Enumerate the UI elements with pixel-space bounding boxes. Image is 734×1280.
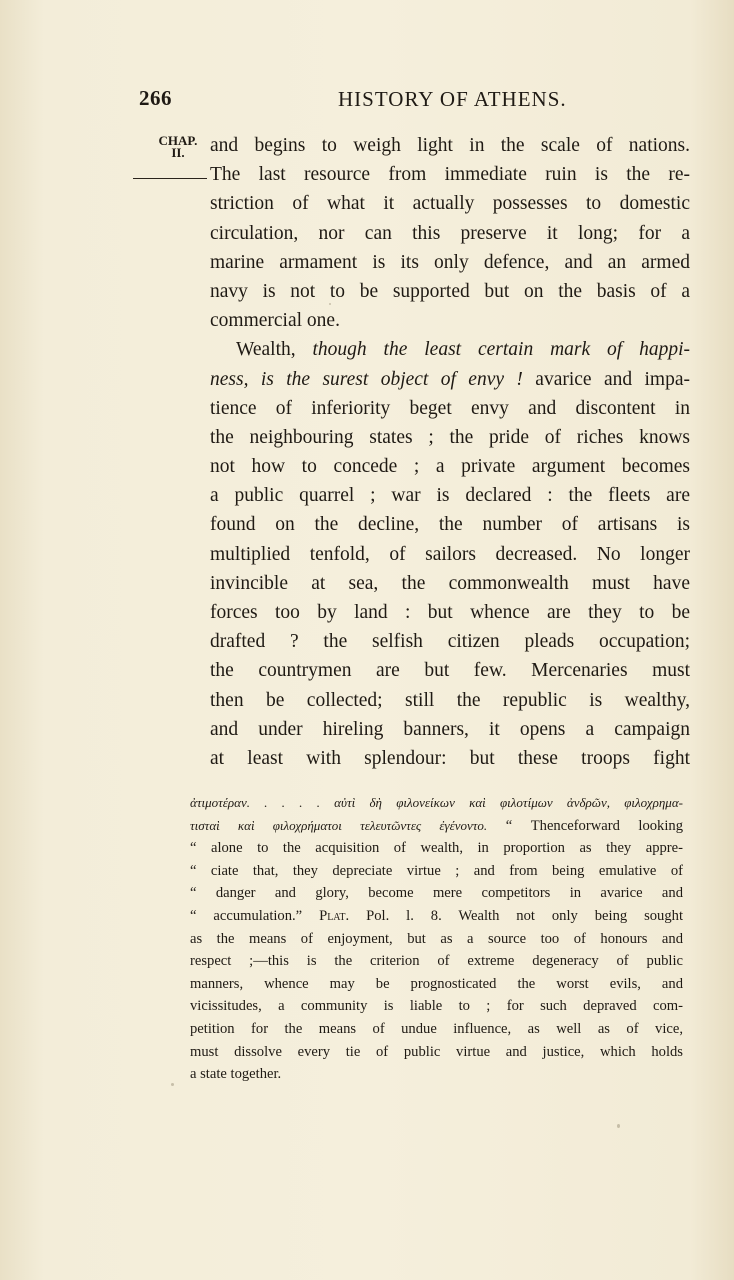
footnote-text: vicissitudes, a community is liable to ; for such depraved com- [190, 998, 683, 1015]
page-header [0, 86, 734, 118]
footnote-line [190, 905, 683, 928]
chapter-rule [133, 178, 207, 179]
line-text: and begins to weigh light in the scale of nations. [210, 135, 690, 156]
footnote-line [190, 995, 683, 1018]
line-text: striction of what it actually possesses to domestic [210, 193, 690, 215]
footnote-text: “ ciate that, they depreciate virtue ; and from being emulative of [190, 862, 683, 879]
line-text: drafted ? the selfish citizen pleads occupation; [210, 631, 690, 653]
italic-text: ness, is the surest object of envy ! [210, 368, 523, 390]
italic-text: though the least certain mark of happi- [312, 339, 690, 361]
body-text [210, 131, 690, 773]
line-text: the neighbouring states ; the pride of riches knows [210, 426, 690, 448]
footnote-text: Pol. l. 8. Wealth not only being sought [349, 907, 683, 924]
footnote-text: “ danger and glory, become mere competitors in avarice and [190, 885, 683, 902]
footnote-line [190, 1018, 683, 1041]
text-line [210, 189, 690, 218]
text-line [210, 394, 690, 423]
citation-author: Plat. [319, 907, 350, 924]
line-text: marine armament is its only defence, and an armed [210, 251, 690, 273]
page-number: 266 [139, 86, 172, 110]
chapter-number: II. [171, 145, 185, 160]
footnote-block [190, 792, 683, 1086]
text-line [210, 335, 690, 364]
text-line [210, 248, 690, 277]
line-text: the countrymen are but few. Mercenaries must [210, 660, 690, 682]
footnote-text: “ alone to the acquisition of wealth, in proportion as they appre- [190, 840, 683, 857]
footnote-line [190, 860, 683, 883]
line-text: The last resource from immediate ruin is the re- [210, 164, 690, 186]
text-line [210, 540, 690, 569]
line-text: found on the decline, the number of artisans is [210, 514, 690, 536]
footnote-line [190, 950, 683, 973]
footnote-line [190, 973, 683, 996]
greek-quote: ἀτιμοτέραν. . . . . αὐτὶ δὴ φιλονείκων καὶ φιλοτίμων ἀνδρῶν, φιλοχρημα- [190, 795, 683, 810]
paper-speck [329, 303, 331, 305]
text-line [210, 656, 690, 685]
text-line [210, 686, 690, 715]
text-line [210, 365, 690, 394]
footnote-text: petition for the means of undue influence, as well as of vice, [190, 1020, 683, 1037]
footnote-text: a state together. [190, 1066, 282, 1083]
text-line [210, 306, 690, 335]
text-line [210, 277, 690, 306]
text-line [210, 219, 690, 248]
text-line [210, 131, 690, 160]
chapter-label: CHAP. [158, 133, 198, 148]
footnote-text: must dissolve every tie of public virtue and justice, which holds [190, 1043, 683, 1060]
line-text: circulation, nor can this preserve it long; for a [210, 222, 690, 244]
line-text: then be collected; still the republic is wealthy, [210, 689, 690, 711]
footnote-text: respect ;—this is the criterion of extreme degeneracy of public [190, 953, 683, 970]
line-text: at least with splendour: but these troops fight [210, 747, 690, 769]
text-line [210, 452, 690, 481]
footnote-line [190, 1063, 683, 1086]
text-line [210, 598, 690, 627]
footnote-line [190, 837, 683, 860]
line-text: Wealth, [236, 339, 313, 361]
line-text: commercial one. [210, 310, 340, 332]
text-line [210, 627, 690, 656]
paper-speck [617, 1124, 620, 1128]
text-line [210, 744, 690, 773]
footnote-line [190, 882, 683, 905]
text-line [210, 715, 690, 744]
greek-quote: τισταὶ καὶ φιλοχρήματοι τελευτῶντες ἐγένοντο. [190, 817, 488, 833]
text-line [210, 423, 690, 452]
line-text: and under hireling banners, it opens a campaign [210, 718, 690, 740]
line-text: not how to concede ; a private argument becomes [210, 456, 690, 478]
footnote-line [190, 792, 683, 815]
footnote-line [190, 928, 683, 951]
text-line [210, 569, 690, 598]
text-line [210, 481, 690, 510]
line-text: forces too by land : but whence are they to be [210, 602, 690, 623]
footnote-line [190, 1041, 683, 1064]
footnote-line [190, 815, 683, 838]
chapter-marker [148, 135, 208, 159]
text-line [210, 510, 690, 539]
paper-speck [171, 1083, 174, 1086]
line-text: avarice and impa- [522, 368, 690, 390]
line-text: a public quarrel ; war is declared : the fleets are [210, 485, 690, 507]
footnote-text: manners, whence may be prognosticated the worst evils, and [190, 975, 683, 992]
line-text: multiplied tenfold, of sailors decreased. No longer [210, 543, 690, 565]
running-head: HISTORY OF ATHENS. [338, 87, 567, 111]
footnote-text: as the means of enjoyment, but as a source too of honours and [190, 930, 683, 947]
footnote-text: “ accumulation.” [190, 907, 320, 924]
footnote-text: “ Thenceforward looking [487, 817, 683, 834]
line-text: navy is not to be supported but on the basis of a [210, 280, 690, 302]
line-text: tience of inferiority beget envy and discontent in [210, 397, 690, 419]
text-line [210, 160, 690, 189]
line-text: invincible at sea, the commonwealth must have [210, 572, 690, 594]
